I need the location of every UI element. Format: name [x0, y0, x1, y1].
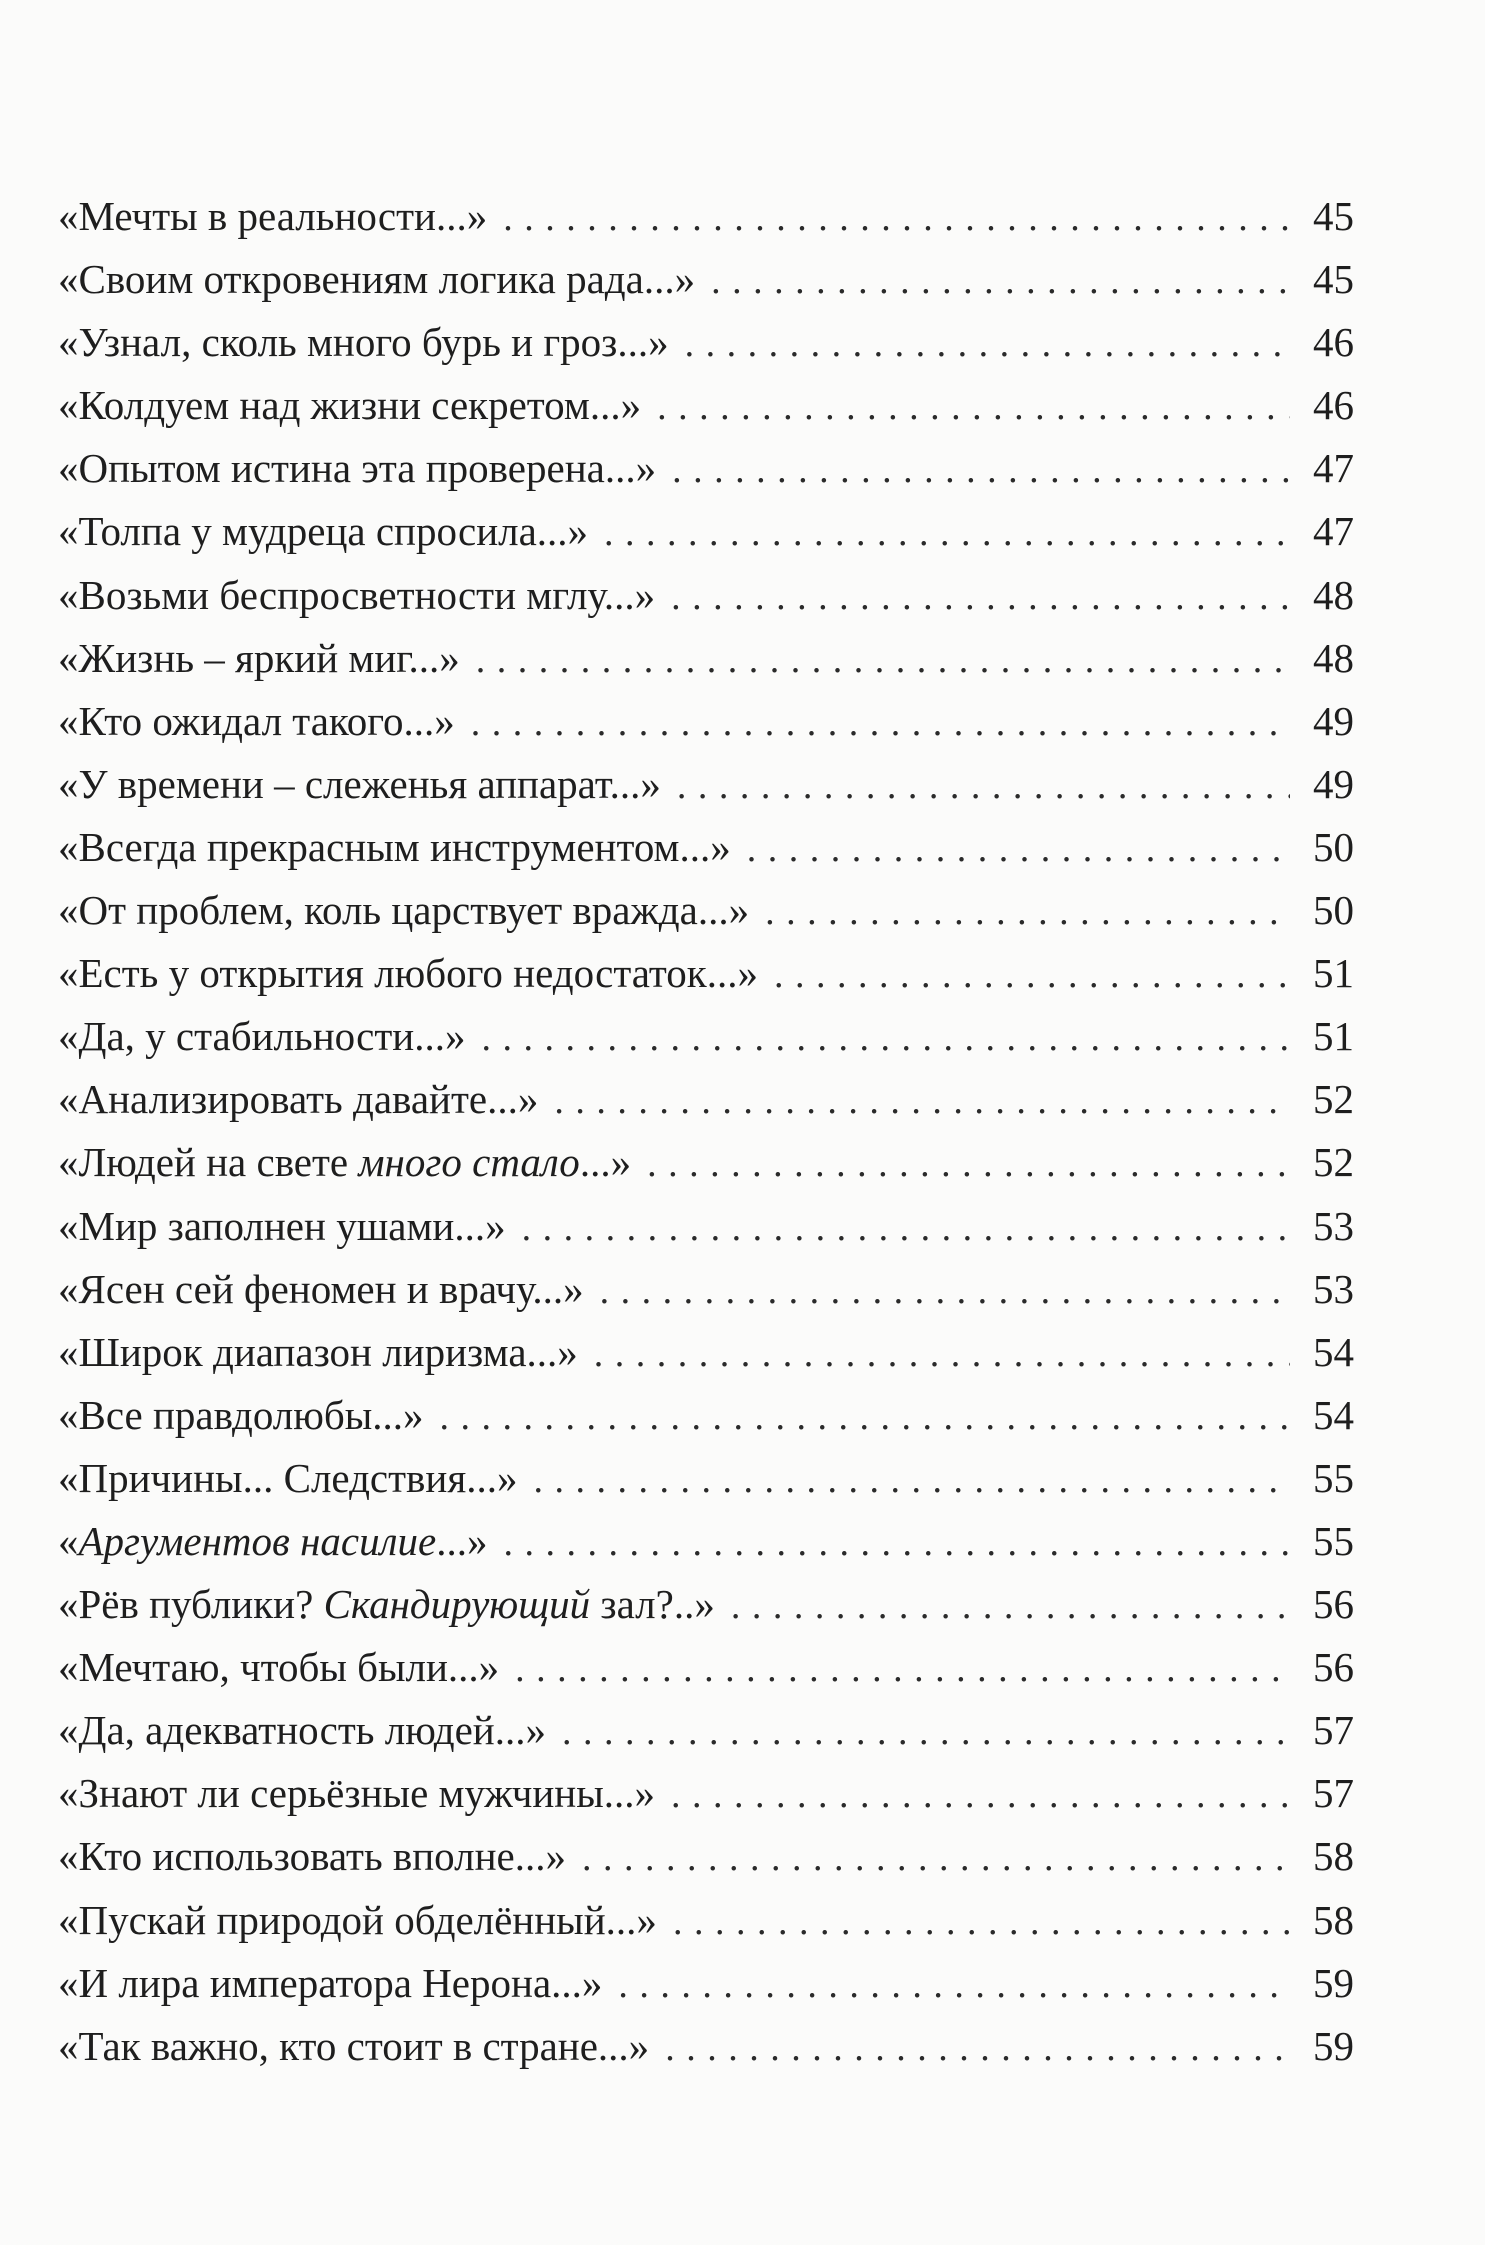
toc-entry [58, 879, 1354, 942]
toc-entry-page-number: 45 [1313, 256, 1354, 303]
dot-leader [731, 1575, 1290, 1638]
dot-leader [476, 629, 1290, 692]
toc-entry-page-number: 55 [1313, 1454, 1354, 1501]
toc-entry-title [58, 1447, 517, 1510]
dot-leader [562, 1701, 1290, 1764]
toc-entry-page-number: 51 [1313, 1013, 1354, 1060]
toc-entry-title [58, 690, 455, 753]
dot-leader [665, 2017, 1290, 2080]
toc-entry-title [58, 311, 669, 374]
toc-entry-title [58, 942, 758, 1005]
dot-leader [671, 566, 1290, 629]
toc-entry [58, 816, 1354, 879]
title-segment: «Людей на свете [58, 1139, 359, 1186]
toc-entry-title [58, 374, 641, 437]
toc-entry [58, 248, 1354, 311]
toc-entry-title [58, 2015, 649, 2078]
toc-entry [58, 627, 1354, 690]
toc-entry-page-number: 58 [1313, 1896, 1354, 1943]
title-segment: «Есть у открытия любого недостаток...» [58, 950, 758, 997]
toc-entry-page-number: 53 [1313, 1265, 1354, 1312]
title-segment: ...» [436, 1517, 488, 1564]
dot-leader [677, 755, 1290, 818]
table-of-contents [58, 185, 1354, 2078]
toc-entry-page-number: 56 [1313, 1581, 1354, 1628]
toc-entry [58, 753, 1354, 816]
dot-leader [554, 1070, 1290, 1133]
toc-entry-title [58, 500, 588, 563]
title-segment: «Мечтаю, чтобы были...» [58, 1644, 500, 1691]
toc-entry-page-number: 46 [1313, 382, 1354, 429]
toc-entry-title [58, 627, 460, 690]
title-segment: «От проблем, коль царствует вражда...» [58, 887, 750, 934]
toc-entry-page-number: 45 [1313, 193, 1354, 239]
dot-leader [765, 881, 1290, 944]
toc-entry [58, 1447, 1354, 1510]
toc-entry [58, 1889, 1354, 1952]
toc-entry-title [58, 1068, 538, 1131]
toc-entry [58, 1195, 1354, 1258]
toc-entry-title [58, 1699, 546, 1762]
toc-entry-page-number: 47 [1313, 445, 1354, 492]
toc-entry-title [58, 1005, 465, 1068]
toc-entry-page-number: 57 [1313, 1707, 1354, 1754]
dot-leader [747, 818, 1290, 881]
dot-leader [533, 1449, 1290, 1512]
toc-entry-title [58, 1195, 506, 1258]
toc-entry [58, 1510, 1354, 1573]
title-segment: «Узнал, сколь много бурь и гроз...» [58, 319, 669, 366]
dot-leader [672, 439, 1290, 502]
title-segment: «И лира императора Нерона...» [58, 1959, 603, 2006]
title-segment: «Кто использовать вполне...» [58, 1833, 566, 1880]
dot-leader [515, 1638, 1290, 1701]
dot-leader [582, 1827, 1290, 1890]
toc-entry [58, 1384, 1354, 1447]
toc-entry [58, 1258, 1354, 1321]
dot-leader [618, 1954, 1290, 2017]
toc-entry [58, 1573, 1354, 1636]
title-segment: «Знают ли серьёзные мужчины...» [58, 1770, 656, 1817]
toc-entry [58, 185, 1354, 248]
title-segment: «Причины... Следствия...» [58, 1454, 518, 1501]
toc-entry [58, 2015, 1354, 2078]
toc-entry [58, 1762, 1354, 1825]
toc-entry [58, 690, 1354, 753]
toc-entry-title [58, 1762, 655, 1825]
title-segment: «У времени – слеженья аппарат...» [58, 760, 661, 807]
title-segment: ...» [579, 1139, 632, 1186]
toc-entry-title [58, 1321, 578, 1384]
toc-entry-title [58, 1825, 566, 1888]
dot-leader [594, 1323, 1290, 1386]
title-segment: «Рёв публики? [58, 1581, 324, 1628]
dot-leader [522, 1197, 1290, 1260]
toc-entry-title [58, 879, 749, 942]
title-segment: «Анализировать давайте...» [58, 1076, 539, 1123]
toc-entry [58, 311, 1354, 374]
toc-entry-page-number: 55 [1313, 1517, 1354, 1564]
title-segment: «Опытом истина эта проверена...» [58, 445, 657, 492]
dot-leader [647, 1133, 1290, 1196]
toc-entry-page-number: 57 [1313, 1770, 1354, 1817]
toc-entry-title [58, 1384, 424, 1447]
title-segment: «Жизнь – яркий миг...» [58, 634, 460, 681]
dot-leader [671, 1764, 1290, 1827]
toc-entry-page-number: 46 [1313, 319, 1354, 366]
toc-entry-title [58, 1573, 715, 1636]
title-segment: «Пускай природой обделённый...» [58, 1896, 657, 1943]
title-segment: «Мир заполнен ушами...» [58, 1202, 506, 1249]
title-segment: «Всегда прекрасным инструментом...» [58, 823, 731, 870]
title-segment: зал?..» [590, 1581, 715, 1628]
toc-entry-page-number: 50 [1313, 887, 1354, 934]
title-segment: « [58, 1517, 79, 1564]
toc-entry-title [58, 1952, 602, 2015]
toc-entry-page-number: 52 [1313, 1139, 1354, 1186]
title-segment: «Да, адекватность людей...» [58, 1707, 546, 1754]
toc-entry [58, 564, 1354, 627]
title-segment: «Возьми беспросветности мглу...» [58, 571, 656, 618]
title-segment: «Так важно, кто стоит в стране...» [58, 2022, 650, 2069]
toc-entry-title [58, 753, 661, 816]
toc-entry-page-number: 59 [1313, 2022, 1354, 2069]
title-segment: «Широк диапазон лиризма...» [58, 1328, 578, 1375]
title-segment: «Все правдолюбы...» [58, 1391, 424, 1438]
toc-entry-page-number: 50 [1313, 823, 1354, 870]
toc-entry-page-number: 48 [1313, 571, 1354, 618]
dot-leader [503, 1512, 1290, 1575]
dot-leader [711, 250, 1290, 313]
toc-entry-page-number: 56 [1313, 1644, 1354, 1691]
title-segment: «Да, у стабильности...» [58, 1013, 466, 1060]
toc-entry [58, 500, 1354, 563]
toc-entry [58, 1636, 1354, 1699]
title-italic-segment: Скандирующий [323, 1581, 591, 1628]
toc-entry-page-number: 59 [1313, 1959, 1354, 2006]
toc-entry-title [58, 1258, 584, 1321]
toc-entry-page-number: 52 [1313, 1076, 1354, 1123]
toc-entry-page-number: 53 [1313, 1202, 1354, 1249]
dot-leader [600, 1260, 1290, 1323]
toc-entry-title [58, 437, 656, 500]
toc-entry-page-number: 48 [1313, 634, 1354, 681]
title-segment: «Своим откровениям логика рада...» [58, 256, 696, 303]
toc-entry-page-number: 58 [1313, 1833, 1354, 1880]
toc-entry-title [58, 1889, 657, 1952]
toc-entry-page-number: 49 [1313, 697, 1354, 744]
dot-leader [471, 692, 1290, 755]
dot-leader [503, 187, 1290, 250]
toc-entry-page-number: 54 [1313, 1391, 1354, 1438]
toc-entry [58, 1825, 1354, 1888]
dot-leader [673, 1891, 1290, 1954]
toc-entry [58, 437, 1354, 500]
title-italic-segment: Аргументов насилие [78, 1517, 437, 1564]
title-segment: «Толпа у мудреца спросила...» [58, 508, 589, 555]
toc-entry-title [58, 564, 655, 627]
dot-leader [604, 502, 1290, 565]
toc-entry [58, 1699, 1354, 1762]
toc-entry [58, 1068, 1354, 1131]
title-segment: «Ясен сей феномен и врачу...» [58, 1265, 584, 1312]
toc-entry [58, 1321, 1354, 1384]
toc-entry-title [58, 816, 731, 879]
toc-entry [58, 1952, 1354, 2015]
toc-entry-page-number: 47 [1313, 508, 1354, 555]
dot-leader [481, 1007, 1290, 1070]
toc-entry-title [58, 248, 695, 311]
title-segment: «Мечты в реальности...» [58, 193, 488, 239]
toc-entry [58, 942, 1354, 1005]
dot-leader [774, 944, 1290, 1007]
toc-entry [58, 1005, 1354, 1068]
toc-entry-title [58, 1636, 499, 1699]
title-segment: «Колдуем над жизни секретом...» [58, 382, 642, 429]
toc-entry-page-number: 51 [1313, 950, 1354, 997]
toc-entry-page-number: 54 [1313, 1328, 1354, 1375]
title-italic-segment: много стало [358, 1139, 580, 1186]
toc-entry-title [58, 1510, 487, 1573]
toc-entry-page-number: 49 [1313, 760, 1354, 807]
toc-entry [58, 1131, 1354, 1194]
dot-leader [440, 1386, 1290, 1449]
toc-entry-title [58, 185, 487, 248]
title-segment: «Кто ожидал такого...» [58, 697, 455, 744]
toc-entry [58, 374, 1354, 437]
dot-leader [657, 376, 1290, 439]
dot-leader [685, 313, 1290, 376]
toc-entry-title [58, 1131, 631, 1194]
